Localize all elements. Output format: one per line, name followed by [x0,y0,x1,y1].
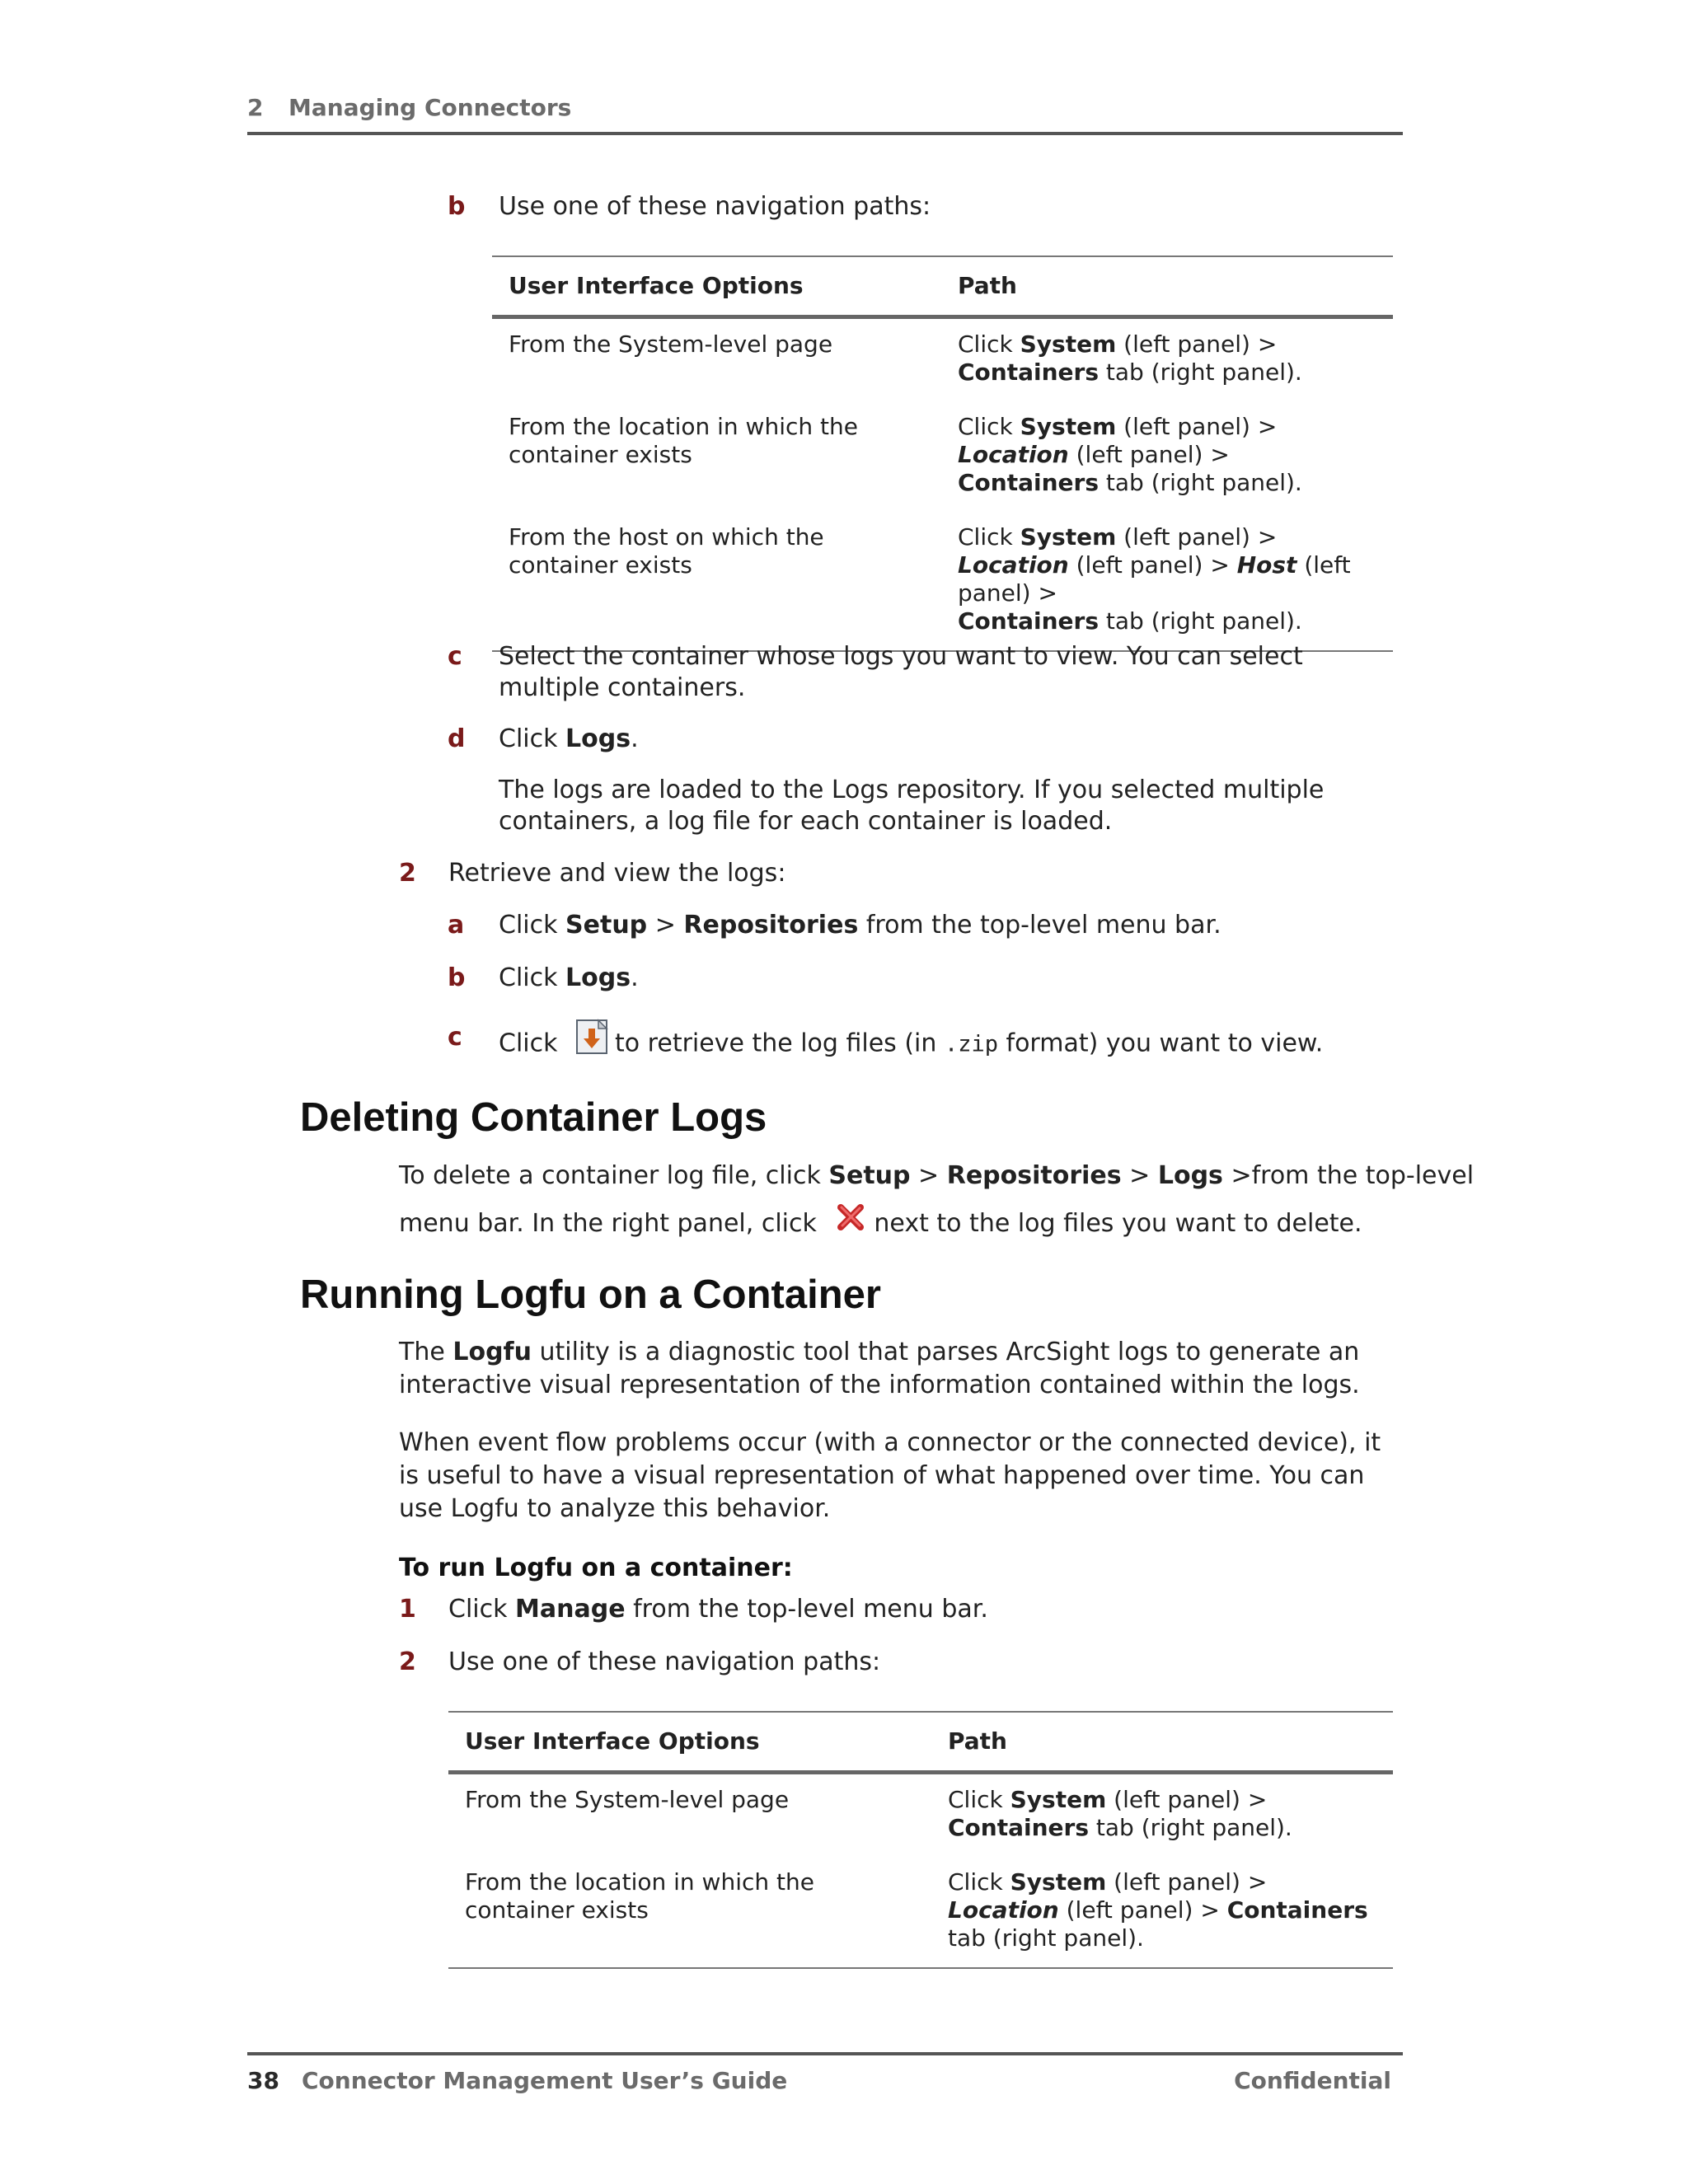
table-header-row [448,1712,1393,1773]
step-text: Click Setup > Repositories from the top-level menu bar. [499,911,1221,940]
logfu-intro-paragraph: The Logfu utility is a diagnostic tool that parses ArcSight logs to generate an interactive visual representation of the information contained within the logs. [399,1338,1360,1399]
column-header-options: User Interface Options [492,256,941,317]
option-cell: From the location in which the container exists [448,1857,931,1968]
table-row [448,1857,1393,1968]
step-label: a [448,911,465,940]
step-text: Use one of these navigation paths: [448,1647,881,1676]
option-cell: From the location in which the container exists [509,413,858,468]
path-cell: Click System (left panel) > Location (left panel) > Containers tab (right panel). [958,413,1302,496]
step-text: Retrieve and view the logs: [448,859,786,888]
step-label: b [448,192,466,221]
step-text: Click Manage from the top-level menu bar. [448,1595,988,1624]
delete-icon [836,1202,865,1241]
table-row [492,317,1393,402]
page-footer [247,2052,1403,2105]
step-label: 1 [399,1595,416,1624]
step-label: 2 [399,859,416,888]
column-header-options: User Interface Options [448,1712,931,1773]
section-heading-deleting: Deleting Container Logs [300,1095,767,1140]
path-cell: Click System (left panel) > Location (left panel) > Host (left panel) > Containers tab (right panel). [941,512,1393,651]
delete-instructions-line1: To delete a container log file, click Setup > Repositories > Logs >from the top-level [399,1161,1475,1190]
logfu-usage-paragraph: When event flow problems occur (with a connector or the connected device), it is useful to have a visual representation of what happened over time. You can use Logfu to analyze this behavior. [399,1428,1381,1523]
delete-instructions-line2: menu bar. In the right panel, click next to the log files you want to delete. [399,1205,1396,1244]
path-cell: Click System (left panel) > Containers tab (right panel). [948,1786,1292,1841]
table-row [492,512,1393,651]
column-header-path: Path [931,1712,1393,1773]
navigation-table-1 [492,255,1393,652]
option-cell: From the System-level page [465,1786,790,1813]
logs-loaded-paragraph: The logs are loaded to the Logs repository. If you selected multiple containers, a log file for each container is loaded. [499,776,1325,836]
table-row [448,1773,1393,1858]
confidential-label: Confidential [1234,2067,1391,2094]
path-cell: Click System (left panel) > Location (left panel) > Containers tab (right panel). [931,1857,1393,1968]
page-header [247,89,1403,135]
step-text: Click Logs. [499,963,639,992]
table-header-row [492,256,1393,317]
table-row [492,401,1393,512]
path-cell: Click System (left panel) > Containers tab (right panel). [958,330,1302,386]
chapter-title: Managing Connectors [288,94,572,121]
step-label: c [448,1023,462,1052]
step-label: b [448,963,466,992]
chapter-number: 2 [247,94,264,121]
step-label: d [448,724,466,753]
column-header-path: Path [941,256,1393,317]
step-label: 2 [399,1647,416,1676]
option-cell: From the host on which the container exists [492,512,941,651]
download-icon [575,1019,608,1063]
step-text: Use one of these navigation paths: [499,192,931,221]
step-text: Select the container whose logs you want to view. You can select multiple containers. [499,642,1303,702]
step-label: c [448,642,462,671]
procedure-heading: To run Logfu on a container: [399,1554,793,1582]
guide-title: Connector Management User’s Guide [302,2067,788,2094]
page-number: 38 [247,2067,279,2094]
navigation-table-2 [448,1711,1393,1969]
step-text: Click to retrieve the log files (in .zip format) you want to view. [499,1022,1323,1066]
step-text: Click Logs. [499,724,639,753]
section-heading-logfu: Running Logfu on a Container [300,1272,881,1317]
option-cell: From the System-level page [509,330,833,358]
